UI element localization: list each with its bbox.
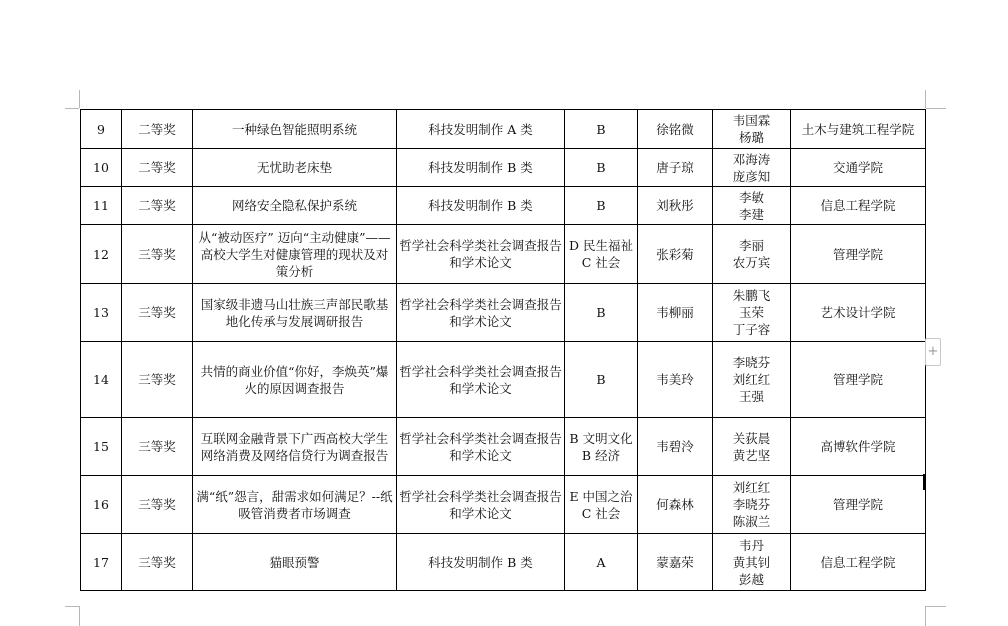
project-title-cell[interactable]: 共情的商业价值“你好，李焕英”爆火的原因调查报告 [193,342,397,418]
award-level-cell[interactable]: 二等奖 [122,110,193,149]
award-level-cell[interactable]: 三等奖 [122,534,193,591]
subcategory-cell[interactable]: B [565,284,638,342]
member-name: 杨璐 [738,130,764,145]
members-cell[interactable] [713,476,791,534]
member-name: 丁子容 [732,322,771,337]
leader-cell[interactable]: 唐子琼 [638,149,713,187]
text-cursor-icon [923,474,926,490]
member-name: 刘红红 [732,372,771,387]
table-row [81,418,926,476]
subcategory-cell[interactable]: A [565,534,638,591]
awards-table-body [81,110,926,591]
leader-cell[interactable]: 何森林 [638,476,713,534]
college-cell[interactable]: 交通学院 [791,149,926,187]
award-level-cell[interactable]: 二等奖 [122,187,193,225]
award-level-cell[interactable]: 三等奖 [122,284,193,342]
leader-cell[interactable]: 张彩菊 [638,225,713,284]
member-name: 陈淑兰 [732,514,771,529]
member-name: 农万宾 [732,255,771,270]
table-row [81,342,926,418]
award-level-cell[interactable]: 三等奖 [122,225,193,284]
award-level-cell[interactable]: 三等奖 [122,418,193,476]
crop-mark-top-left [65,108,79,109]
crop-mark-top-right [926,108,946,109]
college-cell[interactable]: 管理学院 [791,225,926,284]
row-number-cell[interactable]: 9 [81,110,122,149]
member-name: 庞彦知 [732,168,771,184]
table-row [81,284,926,342]
college-cell[interactable]: 高博软件学院 [791,418,926,476]
leader-cell[interactable]: 韦碧泠 [638,418,713,476]
member-name: 关荻晨 [732,430,771,446]
category-cell[interactable]: 哲学社会科学类社会调查报告和学术论文 [397,284,565,342]
row-number-cell[interactable]: 10 [81,149,122,187]
member-name: 韦国霖 [732,113,771,128]
leader-cell[interactable]: 徐铭微 [638,110,713,149]
members-cell[interactable] [713,187,791,225]
row-number-cell[interactable]: 13 [81,284,122,342]
member-name: 黄其钊 [732,554,771,570]
members-cell[interactable] [713,342,791,418]
project-title-cell[interactable]: 网络安全隐私保护系统 [193,187,397,225]
row-number-cell[interactable]: 12 [81,225,122,284]
table-row [81,110,926,149]
member-name: 李晓芬 [732,497,771,512]
add-column-button[interactable]: + [925,338,941,366]
row-number-cell[interactable]: 17 [81,534,122,591]
row-number-cell[interactable]: 16 [81,476,122,534]
subcategory-cell[interactable]: D 民生福祉 C 社会 [565,225,638,284]
table-row [81,534,926,591]
member-name: 刘红红 [732,480,771,495]
project-title-cell[interactable]: 满“纸”怨言，甜需求如何满足？--纸吸管消费者市场调查 [193,476,397,534]
category-cell[interactable]: 科技发明制作 B 类 [397,187,565,225]
award-level-cell[interactable]: 三等奖 [122,476,193,534]
category-cell[interactable]: 科技发明制作 B 类 [397,149,565,187]
crop-mark-bottom-left [65,606,79,607]
college-cell[interactable]: 信息工程学院 [791,534,926,591]
college-cell[interactable]: 土木与建筑工程学院 [791,110,926,149]
project-title-cell[interactable]: 猫眼预警 [193,534,397,591]
table-row [81,149,926,187]
member-name: 李丽 [738,238,764,253]
category-cell[interactable]: 哲学社会科学类社会调查报告和学术论文 [397,225,565,284]
row-number-cell[interactable]: 14 [81,342,122,418]
subcategory-cell[interactable]: B [565,149,638,187]
member-name: 黄艺坚 [732,447,771,463]
crop-mark-bottom-right [925,606,926,626]
row-number-cell[interactable]: 15 [81,418,122,476]
college-cell[interactable]: 管理学院 [791,342,926,418]
subcategory-cell[interactable]: B [565,110,638,149]
table-row [81,187,926,225]
project-title-cell[interactable]: 从“被动医疗” 迈向“主动健康”——高校大学生对健康管理的现状及对策分析 [193,225,397,284]
members-cell[interactable] [713,284,791,342]
member-name: 邓海涛 [732,151,771,167]
members-cell[interactable] [713,418,791,476]
category-cell[interactable]: 哲学社会科学类社会调查报告和学术论文 [397,418,565,476]
crop-mark-bottom-left [79,606,80,626]
subcategory-cell[interactable]: B 文明文化 B 经济 [565,418,638,476]
subcategory-cell[interactable]: E 中国之治 C 社会 [565,476,638,534]
award-level-cell[interactable]: 二等奖 [122,149,193,187]
college-cell[interactable]: 信息工程学院 [791,187,926,225]
member-name: 李建 [738,206,764,222]
member-name: 朱鹏飞 [732,288,771,303]
category-cell[interactable]: 哲学社会科学类社会调查报告和学术论文 [397,342,565,418]
members-cell[interactable] [713,110,791,149]
subcategory-cell[interactable]: B [565,187,638,225]
members-cell[interactable] [713,225,791,284]
category-cell[interactable]: 哲学社会科学类社会调查报告和学术论文 [397,476,565,534]
members-cell[interactable] [713,149,791,187]
member-name: 李晓芬 [732,355,771,370]
college-cell[interactable]: 艺术设计学院 [791,284,926,342]
college-cell[interactable]: 管理学院 [791,476,926,534]
table-row [81,225,926,284]
subcategory-cell[interactable]: B [565,342,638,418]
awards-table[interactable] [80,109,926,591]
table-row [81,476,926,534]
member-name: 韦丹 [738,537,764,553]
crop-mark-top-right [925,90,926,108]
project-title-cell[interactable]: 国家级非遗马山壮族三声部民歌基地化传承与发展调研报告 [193,284,397,342]
leader-cell[interactable]: 刘秋彤 [638,187,713,225]
crop-mark-top-left [79,90,80,108]
leader-cell[interactable]: 蒙嘉荣 [638,534,713,591]
project-title-cell[interactable]: 互联网金融背景下广西高校大学生网络消费及网络信贷行为调查报告 [193,418,397,476]
project-title-cell[interactable]: 无忧助老床垫 [193,149,397,187]
member-name: 王强 [738,389,764,404]
leader-cell[interactable]: 韦美玲 [638,342,713,418]
category-cell[interactable]: 科技发明制作 A 类 [397,110,565,149]
project-title-cell[interactable]: 一种绿色智能照明系统 [193,110,397,149]
award-level-cell[interactable]: 三等奖 [122,342,193,418]
member-name: 李敏 [738,189,764,205]
leader-cell[interactable]: 韦柳丽 [638,284,713,342]
members-cell[interactable] [713,534,791,591]
row-number-cell[interactable]: 11 [81,187,122,225]
crop-mark-bottom-right [926,606,946,607]
member-name: 彭越 [738,571,764,587]
member-name: 玉荣 [738,305,764,320]
category-cell[interactable]: 科技发明制作 B 类 [397,534,565,591]
